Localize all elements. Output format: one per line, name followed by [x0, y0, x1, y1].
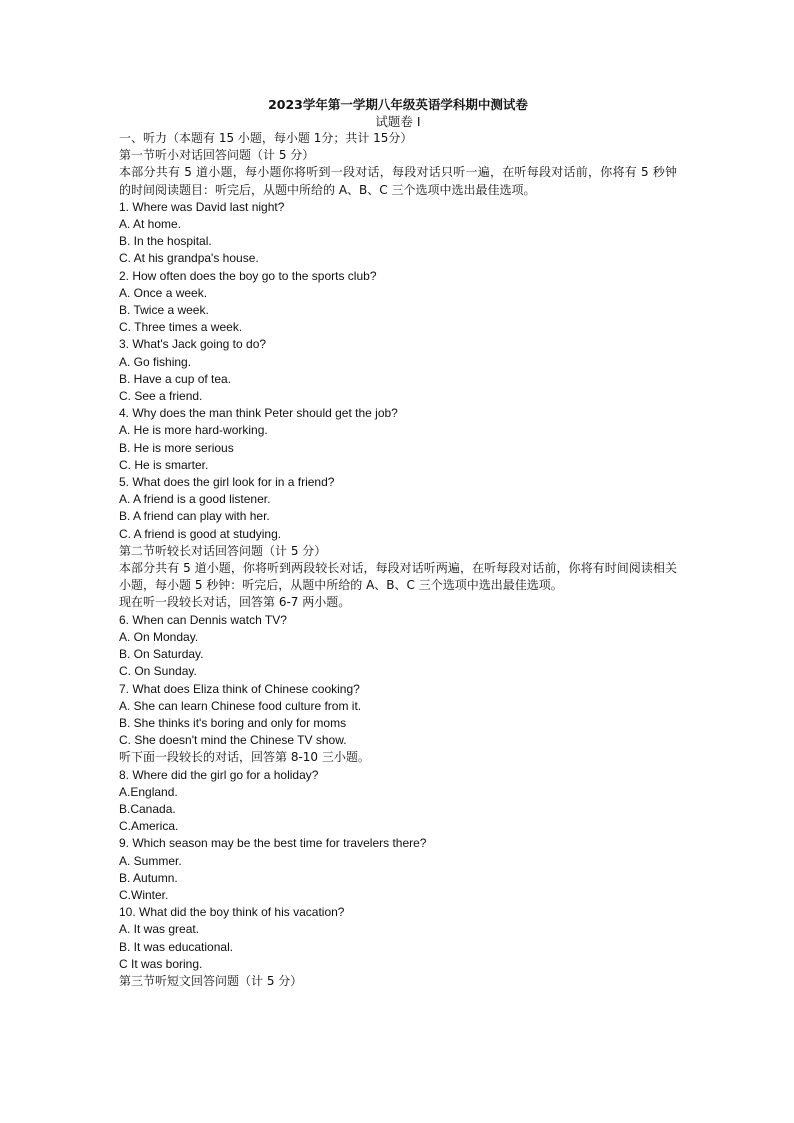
- question-block-9: [119, 835, 677, 904]
- question-block-2: [119, 268, 677, 337]
- question-block-3: [119, 336, 677, 405]
- exam-page: [119, 96, 677, 990]
- question-text: 3. What's Jack going to do?: [119, 337, 267, 352]
- option-b: B. It was educational.: [119, 939, 234, 954]
- question-block-1: [119, 199, 677, 268]
- question-text: 2. How often does the boy go to the sports club?: [119, 268, 377, 283]
- question-text: 10. What did the boy think of his vacation?: [119, 905, 345, 920]
- question-text: 6. When can Dennis watch TV?: [119, 612, 287, 627]
- exam-title: 2023学年第一学期八年级英语学科期中测试卷: [268, 97, 528, 112]
- section2-note-2: 听下面一段较长的对话，回答第 8-10 三小题。: [119, 750, 370, 765]
- option-b: B. On Saturday.: [119, 647, 204, 662]
- question-text: 5. What does the girl look for in a friend?: [119, 475, 335, 490]
- option-c: C.America.: [119, 819, 179, 834]
- option-a: A. Once a week.: [119, 285, 208, 300]
- question-block-10: [119, 904, 677, 973]
- option-b: B. Twice a week.: [119, 303, 209, 318]
- section1-intro: 本部分共有 5 道小题，每小题你将听到一段对话，每段对话只听一遍，在听每段对话前，你将有 5 秒钟的时间阅读题目：听完后，从题中所给的 A、B、C 三个选项中选出最佳选项。: [119, 165, 677, 197]
- question-block-5: [119, 474, 677, 543]
- section3-heading: 第三节听短文回答问题（计 5 分）: [119, 973, 303, 988]
- question-text: 9. Which season may be the best time for travelers there?: [119, 836, 427, 851]
- part1-heading: 一、听力（本题有 15 小题，每小题 1分；共计 15分）: [119, 131, 413, 145]
- option-c: C. See a friend.: [119, 389, 203, 404]
- option-c: C. On Sunday.: [119, 664, 197, 679]
- option-a: A. Go fishing.: [119, 354, 192, 369]
- option-a: A. He is more hard-working.: [119, 423, 268, 438]
- option-a: A.England.: [119, 784, 178, 799]
- section1-heading: 第一节听小对话回答问题（计 5 分）: [119, 148, 315, 163]
- option-b: B. He is more serious: [119, 440, 234, 455]
- option-b: B. A friend can play with her.: [119, 509, 270, 524]
- exam-subtitle: 试题卷 I: [375, 114, 421, 129]
- question-block-6: [119, 612, 677, 681]
- option-c: C. She doesn't mind the Chinese TV show.: [119, 733, 347, 748]
- section2-heading: 第二节听较长对话回答问题（计 5 分）: [119, 543, 327, 558]
- option-a: A. It was great.: [119, 922, 200, 937]
- option-b: B. She thinks it's boring and only for moms: [119, 715, 347, 730]
- option-b: B. Autumn.: [119, 870, 178, 885]
- question-block-7: [119, 681, 677, 750]
- option-b: B.Canada.: [119, 801, 176, 816]
- option-c: C. A friend is good at studying.: [119, 526, 282, 541]
- question-text: 7. What does Eliza think of Chinese cooking?: [119, 681, 360, 696]
- question-text: 8. Where did the girl go for a holiday?: [119, 767, 319, 782]
- option-c: C. He is smarter.: [119, 457, 209, 472]
- option-a: A. A friend is a good listener.: [119, 492, 271, 507]
- question-block-8: [119, 767, 677, 836]
- section2-intro: 本部分共有 5 道小题，你将听到两段较长对话，每段对话听两遍，在听每段对话前，你将有时间阅读相关小题，每小题 5 秒钟：听完后，从题中所给的 A、B、C 三个选项中选出最佳选项。: [119, 561, 677, 593]
- option-a: A. Summer.: [119, 853, 182, 868]
- option-c: C. At his grandpa's house.: [119, 251, 259, 266]
- option-c: C It was boring.: [119, 956, 203, 971]
- option-c: C. Three times a week.: [119, 320, 243, 335]
- option-b: B. Have a cup of tea.: [119, 371, 232, 386]
- question-text: 1. Where was David last night?: [119, 199, 285, 214]
- option-a: A. She can learn Chinese food culture from it.: [119, 698, 362, 713]
- question-text: 4. Why does the man think Peter should get the job?: [119, 406, 398, 421]
- option-b: B. In the hospital.: [119, 234, 212, 249]
- option-a: A. At home.: [119, 217, 182, 232]
- option-a: A. On Monday.: [119, 629, 199, 644]
- option-c: C.Winter.: [119, 887, 169, 902]
- section2-note-1: 现在听一段较长对话，回答第 6-7 两小题。: [119, 595, 351, 610]
- question-block-4: [119, 405, 677, 474]
